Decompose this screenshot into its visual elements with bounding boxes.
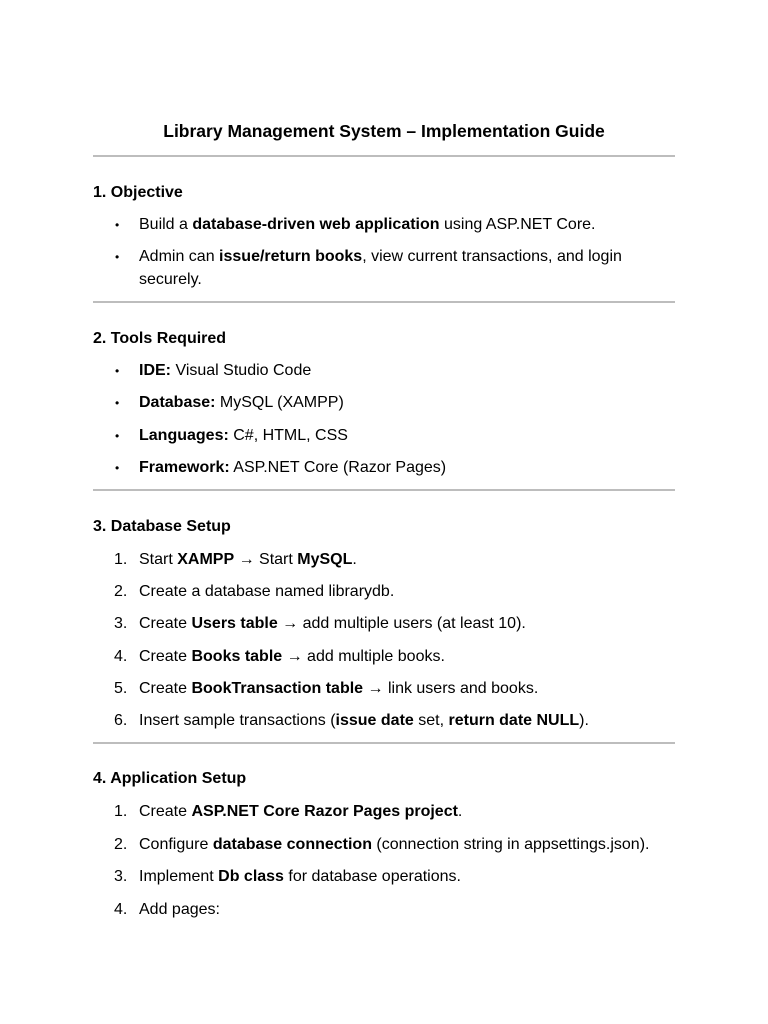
- list-item: Build a database-driven web application using ASP.NET Core.: [139, 216, 596, 233]
- list-number: 3.: [114, 615, 128, 632]
- list-item: Create ASP.NET Core Razor Pages project.: [139, 803, 463, 820]
- list-number: 3.: [114, 868, 128, 885]
- list-item: Start XAMPP → Start MySQL.: [139, 551, 357, 568]
- list-item: Create BookTransaction table → link users and books.: [139, 680, 539, 697]
- list-number: 5.: [114, 680, 128, 697]
- page-title: Library Management System – Implementation Guide: [163, 121, 605, 141]
- list-number: 1.: [114, 803, 128, 820]
- bullet-icon: •: [115, 250, 120, 264]
- list-number: 4.: [114, 901, 128, 918]
- list-number: 4.: [114, 648, 128, 665]
- list-item: Create a database named librarydb.: [139, 583, 395, 600]
- bullet-icon: •: [115, 218, 120, 232]
- list-item: Languages: C#, HTML, CSS: [139, 427, 348, 444]
- list-item: Configure database connection (connection string in appsettings.json).: [139, 836, 650, 853]
- list-item: Admin can issue/return books, view current transactions, and login securely.: [139, 248, 622, 288]
- list-item: IDE: Visual Studio Code: [139, 362, 312, 379]
- list-item: Framework: ASP.NET Core (Razor Pages): [139, 459, 447, 476]
- title-divider: [93, 155, 675, 157]
- list-number: 2.: [114, 836, 128, 853]
- bullet-icon: •: [115, 429, 120, 443]
- section-divider: [93, 742, 675, 744]
- section-heading-application-setup: 4. Application Setup: [93, 770, 247, 787]
- section-heading-objective: 1. Objective: [93, 184, 183, 201]
- list-item: Database: MySQL (XAMPP): [139, 394, 344, 411]
- list-number: 6.: [114, 712, 128, 729]
- list-number: 1.: [114, 551, 128, 568]
- list-item: Add pages:: [139, 901, 220, 918]
- bullet-icon: •: [115, 461, 120, 475]
- list-number: 2.: [114, 583, 128, 600]
- list-item: Implement Db class for database operations.: [139, 868, 461, 885]
- list-item: Insert sample transactions (issue date set, return date NULL).: [139, 712, 589, 729]
- bullet-icon: •: [115, 396, 120, 410]
- section-heading-tools: 2. Tools Required: [93, 330, 227, 347]
- list-item: Create Books table → add multiple books.: [139, 648, 445, 665]
- section-divider: [93, 489, 675, 491]
- list-item: Create Users table → add multiple users (at least 10).: [139, 615, 526, 632]
- section-heading-database-setup: 3. Database Setup: [93, 518, 231, 535]
- section-divider: [93, 301, 675, 303]
- bullet-icon: •: [115, 364, 120, 378]
